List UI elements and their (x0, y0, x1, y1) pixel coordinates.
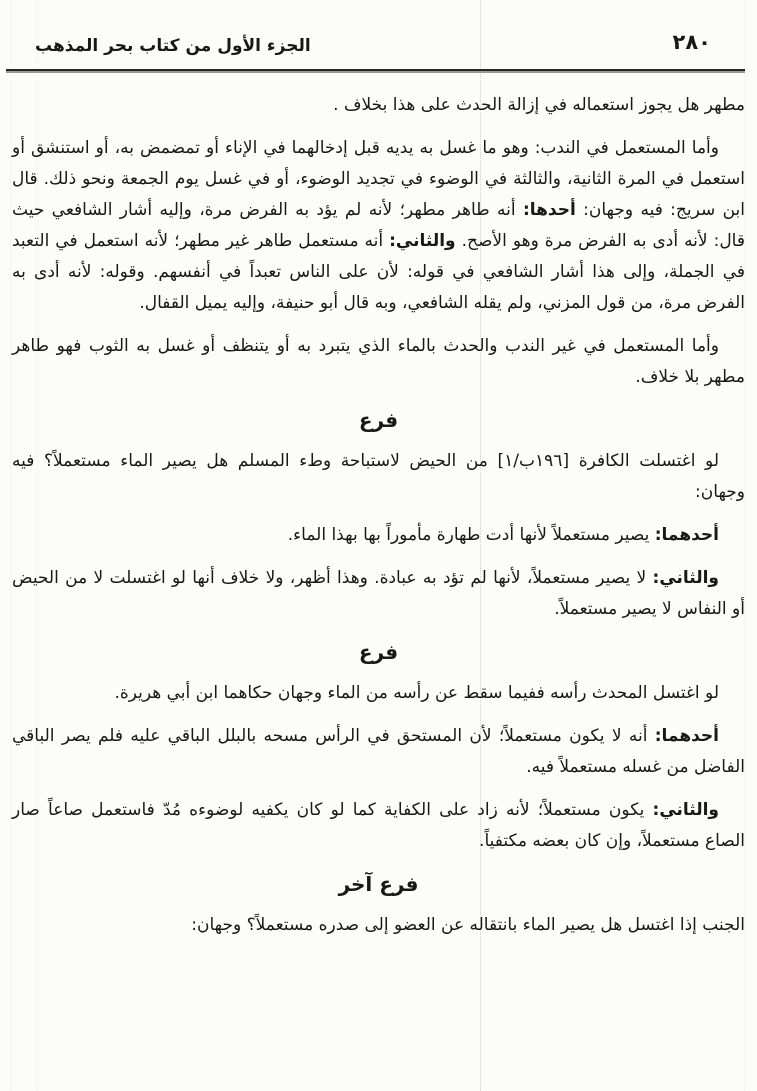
book-title: الجزء الأول من كتاب بحر المذهب (35, 36, 311, 56)
text-run: وأما المستعمل في الندب: وهو ما غسل به يديه قبل إدخالهما في الإناء أو تمضمض به، أو استنشق أو استعمل في المرة الثانية، والثالثة في الوضوء في تجديد الوضوء، أو في غسل يوم الجمعة ونحو ذلك. قال ابن سريج: فيه وجهان: (12, 138, 745, 220)
section-heading (12, 869, 745, 900)
paragraph (12, 90, 745, 121)
page-body (12, 90, 745, 1091)
scan-artifact-line (10, 0, 11, 1091)
paragraph (12, 563, 745, 625)
bold-lead-word: والثاني: (389, 231, 456, 251)
text-run: الجنب إذا اغتسل هل يصير الماء بانتقاله عن العضو إلى صدره مستعملاً؟ وجهان: (191, 915, 745, 935)
header-rule (6, 69, 745, 73)
text-run: فرع (358, 640, 399, 664)
text-run: يكون مستعملاً؛ لأنه زاد على الكفاية كما لو كان يكفيه لوضوءه مُدّ فاستعمل صاعاً صار الصاع مستعملاً، وإن كان بعضه مكتفياً. (12, 800, 745, 851)
bold-lead-word: أحدهما: (654, 525, 719, 545)
text-run: مطهر هل يجوز استعماله في إزالة الحدث على هذا بخلاف . (333, 95, 745, 115)
paragraph (12, 446, 745, 508)
text-run: أنه مستعمل طاهر غير مطهر؛ لأنه استعمل في التعبد في الجملة، وإلى هذا أشار الشافعي في قوله: لأن على الناس تعبداً في أنفسهم. وقوله: لأنه أدى به الفرض مرة، من قول المزني، ولم يقله الشافعي، وبه قال أبو حنيفة، وإليه يميل القفال. (12, 231, 745, 313)
text-run: لو اغتسل المحدث رأسه ففيما سقط عن رأسه من الماء وجهان حكاهما ابن أبي هريرة. (114, 683, 719, 703)
paragraph (12, 795, 745, 857)
text-run: فرع (358, 408, 399, 432)
paragraph (12, 721, 745, 783)
paragraph (12, 331, 745, 393)
section-heading (12, 405, 745, 436)
text-run: أنه طاهر مطهر؛ لأنه لم يؤد به الفرض مرة، وإليه أشار الشافعي حيث قال: لأنه أدى به الفرض مرة وهو الأصح. (12, 200, 745, 251)
section-heading (12, 637, 745, 668)
paragraph (12, 678, 745, 709)
bold-lead-word: والثاني: (652, 800, 719, 820)
text-run: يصير مستعملاً لأنها أدت طهارة مأموراً بها بهذا الماء. (287, 525, 655, 545)
text-run: وأما المستعمل في غير الندب والحدث بالماء الذي يتبرد به أو يتنظف أو غسل به الثوب فهو طاهر مطهر بلا خلاف. (12, 336, 745, 387)
bold-lead-word: أحدهما: (654, 726, 719, 746)
text-run: أنه لا يكون مستعملاً؛ لأن المستحق في الرأس مسحه بالبلل الباقي عليه فلم يصر الباقي الفاضل من غسله مستعملاً فيه. (12, 726, 745, 777)
text-run: لو اغتسلت الكافرة [١٩٦ب/١] من الحيض لاستباحة وطء المسلم هل يصير الماء مستعملاً؟ فيه وجهان: (12, 451, 745, 502)
bold-lead-word: أحدها: (522, 200, 576, 220)
text-run: لا يصير مستعملاً، لأنها لم تؤد به عبادة. وهذا أظهر، ولا خلاف أنها لو اغتسلت لا من الحيض أو النفاس لا يصير مستعملاً. (12, 568, 745, 619)
text-run: فرع آخر (338, 872, 419, 896)
paragraph (12, 910, 745, 941)
page-number: ٢٨٠ (672, 30, 711, 54)
paragraph (12, 133, 745, 319)
paragraph (12, 520, 745, 551)
bold-lead-word: والثاني: (652, 568, 719, 588)
